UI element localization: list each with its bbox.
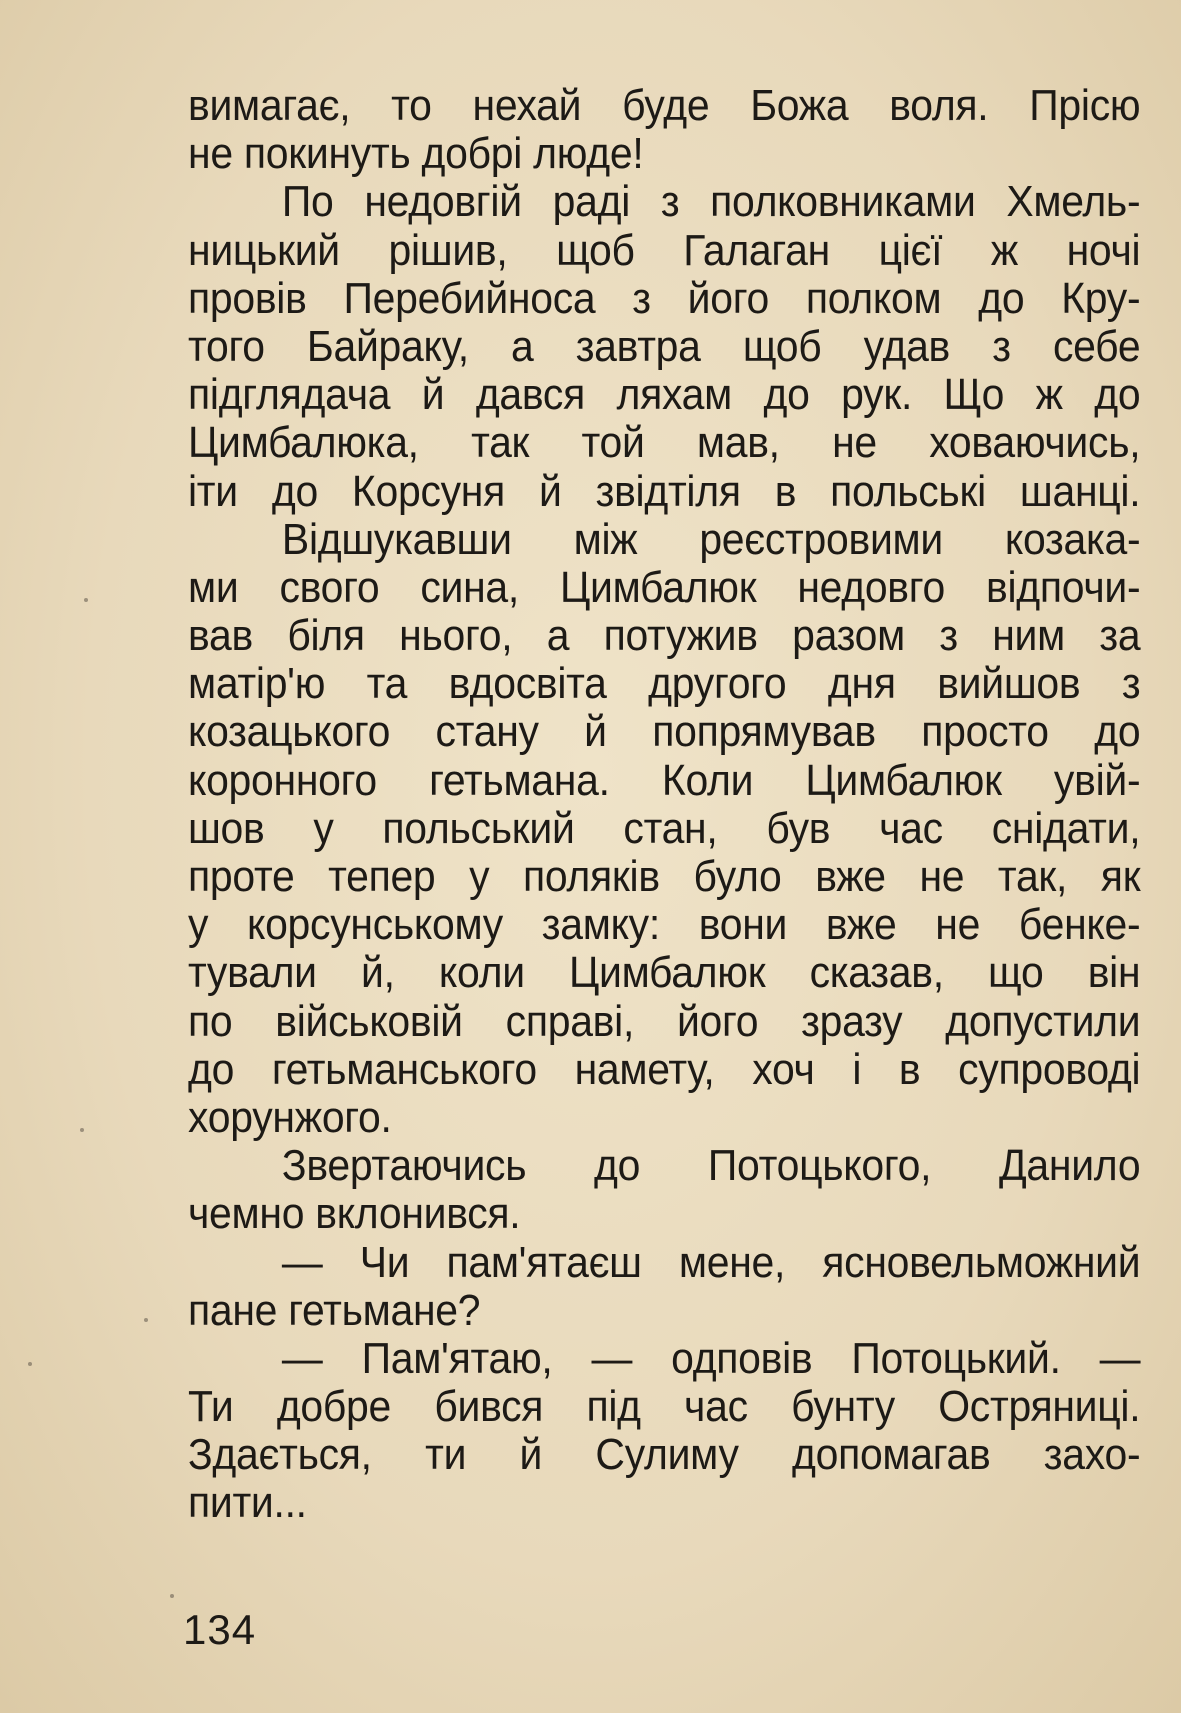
text-line: провів Перебийноса з його полком до Кру- [188, 273, 1141, 323]
text-line: шов у польський стан, був час снідати, [188, 803, 1141, 853]
text-line: По недовгій раді з полковниками Хмель- [281, 177, 1141, 227]
paper-speck [170, 1594, 174, 1598]
text-line: тували й, коли Цимбалюк сказав, що він [188, 948, 1141, 998]
text-line: — Пам'ятаю, — одповів Потоцький. — [281, 1333, 1141, 1383]
text-line: ми свого сина, Цимбалюк недовго відпочи- [188, 562, 1141, 612]
text-line: Відшукавши між реєстровими козака- [281, 514, 1141, 564]
text-line: пити... [188, 1478, 307, 1528]
paper-speck [144, 1318, 148, 1322]
paper-speck [80, 1128, 84, 1132]
text-line: підглядача й дався ляхам до рук. Що ж до [188, 370, 1141, 420]
text-line: коронного гетьмана. Коли Цимбалюк увій- [188, 755, 1141, 805]
text-line: Ти добре бився під час бунту Остряниці. [188, 1382, 1141, 1432]
paper-speck [84, 598, 88, 602]
text-line: того Байраку, а завтра щоб удав з себе [188, 321, 1141, 371]
text-line: пане гетьмане? [188, 1285, 481, 1335]
body-text [188, 82, 1140, 1528]
text-line: чемно вклонився. [188, 1189, 521, 1239]
text-line: іти до Корсуня й звідтіля в польські шанці. [188, 466, 1141, 516]
page-number: 134 [183, 1606, 257, 1653]
text-line: — Чи пам'ятаєш мене, ясновельможний [281, 1237, 1141, 1287]
text-line: у корсунському замку: вони вже не бенке- [188, 900, 1141, 950]
text-line: вимагає, то нехай буде Божа воля. Прісю [188, 81, 1141, 130]
text-line: вав біля нього, а потужив разом з ним за [188, 611, 1141, 661]
text-line: до гетьманського намету, хоч і в супроводі [188, 1044, 1141, 1094]
text-line: проте тепер у поляків було вже не так, як [188, 852, 1141, 901]
text-line: Здається, ти й Сулиму допомагав захо- [188, 1430, 1141, 1480]
text-line: не покинуть добрі люде! [188, 129, 644, 179]
text-line: по військовій справі, його зразу допустили [188, 996, 1141, 1046]
text-line: хорунжого. [188, 1092, 392, 1142]
text-line: Звертаючись до Потоцького, Данило [281, 1141, 1141, 1191]
text-line: Цимбалюка, так той мав, не ховаючись, [188, 418, 1141, 468]
text-line: ницький рішив, щоб Галаган цієї ж ночі [188, 225, 1141, 275]
text-line: матір'ю та вдосвіта другого дня вийшов з [188, 659, 1141, 709]
paper-speck [28, 1362, 32, 1366]
text-line: козацького стану й попрямував просто до [188, 707, 1141, 757]
